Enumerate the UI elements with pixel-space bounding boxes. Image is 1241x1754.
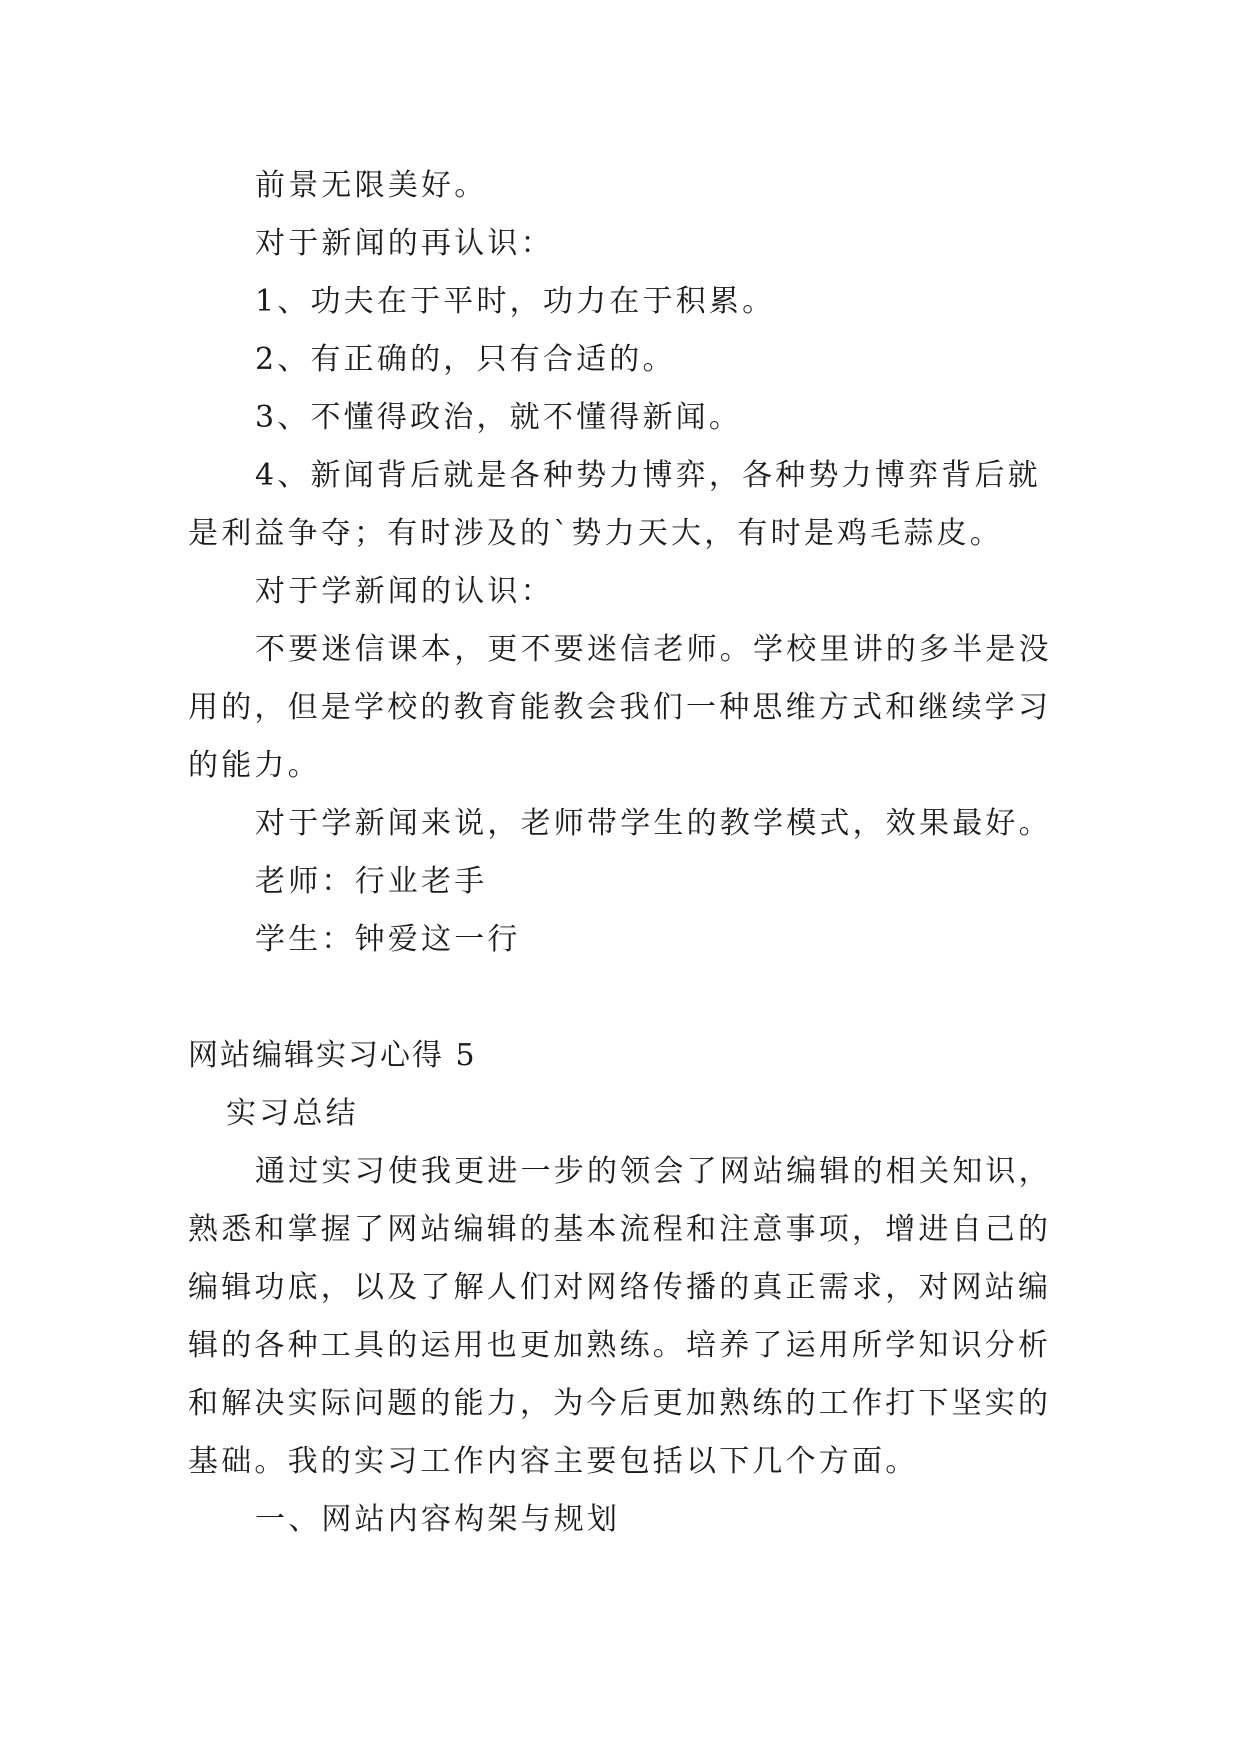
paragraph-line: 辑的各种工具的运用也更加熟练。培养了运用所学知识分析 bbox=[188, 1328, 1052, 1363]
paragraph-line: 学生：钟爱这一行 bbox=[255, 922, 521, 957]
paragraph-line: 对于学新闻的认识： bbox=[255, 574, 554, 609]
subsection-heading: 实习总结 bbox=[226, 1096, 359, 1131]
section-subheading: 一、网站内容构架与规划 bbox=[255, 1502, 621, 1537]
paragraph-line: 的能力。 bbox=[188, 748, 321, 783]
paragraph-line: 熟悉和掌握了网站编辑的基本流程和注意事项，增进自己的 bbox=[188, 1212, 1052, 1247]
list-item: 4、新闻背后就是各种势力博弈，各种势力博弈背后就 bbox=[255, 458, 1041, 493]
list-item: 1、功夫在于平时，功力在于积累。 bbox=[255, 284, 776, 319]
paragraph-line: 不要迷信课本，更不要迷信老师。学校里讲的多半是没 bbox=[255, 632, 1052, 667]
paragraph-line: 基础。我的实习工作内容主要包括以下几个方面。 bbox=[188, 1444, 919, 1479]
list-item: 2、有正确的，只有合适的。 bbox=[255, 342, 676, 377]
paragraph-line: 前景无限美好。 bbox=[255, 168, 488, 203]
section-heading: 网站编辑实习心得 5 bbox=[188, 1038, 477, 1073]
paragraph-line: 通过实习使我更进一步的领会了网站编辑的相关知识， bbox=[255, 1154, 1052, 1189]
paragraph-line: 对于新闻的再认识： bbox=[255, 226, 554, 261]
paragraph-line: 用的，但是学校的教育能教会我们一种思维方式和继续学习 bbox=[188, 690, 1052, 725]
paragraph-line: 对于学新闻来说，老师带学生的教学模式，效果最好。 bbox=[255, 806, 1052, 841]
paragraph-line: 和解决实际问题的能力，为今后更加熟练的工作打下坚实的 bbox=[188, 1386, 1052, 1421]
paragraph-line: 编辑功底，以及了解人们对网络传播的真正需求，对网站编 bbox=[188, 1270, 1052, 1305]
paragraph-line: 是利益争夺；有时涉及的`势力天大，有时是鸡毛蒜皮。 bbox=[188, 516, 1003, 551]
list-item: 3、不懂得政治，就不懂得新闻。 bbox=[255, 400, 743, 435]
paragraph-line: 老师：行业老手 bbox=[255, 864, 488, 899]
